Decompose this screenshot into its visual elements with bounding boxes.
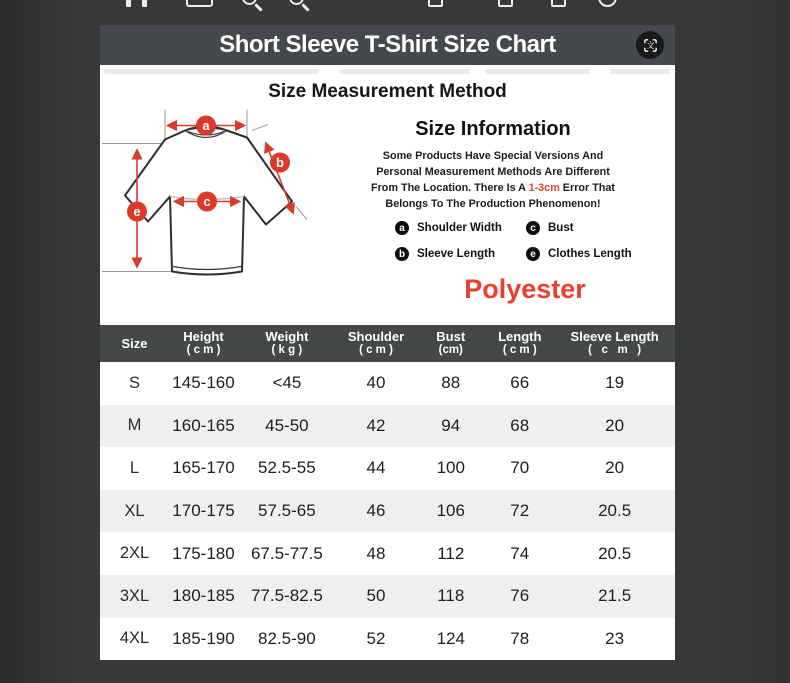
- table-cell: 70: [510, 458, 530, 478]
- table-cell: 67.5-77.5: [250, 543, 323, 563]
- size-row-L: [100, 447, 675, 490]
- table-cell: 94: [441, 415, 461, 435]
- column-header-bust: Bust (cm): [436, 329, 466, 356]
- table-cell: 3XL: [119, 586, 150, 605]
- table-cell: 78: [510, 628, 530, 648]
- window-icon[interactable]: [498, 0, 513, 7]
- svg-text:a: a: [202, 118, 210, 133]
- table-cell: 45-50: [265, 415, 309, 435]
- table-cell: 52: [366, 628, 386, 648]
- table-cell: M: [127, 416, 142, 435]
- info-text: [343, 148, 643, 212]
- table-cell: 40: [366, 373, 386, 393]
- legend-item-a: [395, 221, 526, 235]
- table-cell: 82.5-90: [258, 628, 316, 648]
- chart-title-bar: [100, 25, 675, 65]
- table-cell: L: [129, 458, 140, 477]
- faint-watermark: [104, 69, 319, 74]
- page-title: Short Sleeve T-Shirt Size Chart: [219, 31, 556, 58]
- error-range-highlight: 1-3cm: [528, 182, 560, 194]
- size-table-head-row: [100, 325, 675, 362]
- table-cell: S: [128, 373, 140, 392]
- table-cell: 68: [510, 415, 530, 435]
- faint-watermark: [340, 69, 470, 74]
- size-row-2XL: [100, 532, 675, 575]
- column-header-shoulder: Shoulder ( c m ): [347, 329, 405, 356]
- measurement-method-heading: Size Measurement Method: [268, 81, 507, 102]
- zoom-out-icon[interactable]: [242, 0, 257, 5]
- history-icon[interactable]: [598, 0, 617, 7]
- table-cell: XL: [124, 501, 145, 520]
- legend-badge-c: c: [526, 221, 540, 235]
- table-cell: 52.5-55: [258, 458, 316, 478]
- legend-item-c: [526, 221, 643, 235]
- table-cell: 77.5-82.5: [250, 586, 323, 606]
- size-row-M: [100, 405, 675, 448]
- table-cell: 20.5: [598, 543, 632, 563]
- diagram-label-a: [196, 116, 216, 136]
- table-cell: 66: [510, 373, 530, 393]
- table-cell: 48: [366, 543, 386, 563]
- table-cell: 112: [437, 543, 465, 563]
- size-row-4XL: [100, 618, 675, 661]
- size-row-3XL: [100, 575, 675, 618]
- table-cell: 50: [366, 586, 386, 606]
- size-row-S: [100, 362, 675, 405]
- column-header-sleeve-length: Sleeve Length ( c m ): [570, 329, 659, 356]
- zoom-in-icon[interactable]: [289, 0, 304, 5]
- legend-label: Shoulder Width: [417, 222, 502, 234]
- legend-item-b: [395, 247, 526, 261]
- legend: [343, 221, 643, 261]
- table-cell: 74: [510, 543, 530, 563]
- image-translate-button[interactable]: [636, 31, 664, 59]
- table-cell: 118: [437, 586, 465, 606]
- size-row-XL: [100, 490, 675, 533]
- size-information-block: [343, 118, 643, 305]
- svg-text:c: c: [203, 194, 211, 209]
- faint-watermark: [610, 69, 670, 74]
- table-cell: 20: [605, 415, 625, 435]
- table-cell: 88: [441, 373, 461, 393]
- column-header-height: Height ( c m ): [183, 329, 224, 356]
- size-information-title: Size Information: [415, 118, 571, 140]
- column-header-length: Length ( c m ): [498, 329, 542, 356]
- table-cell: 4XL: [119, 629, 150, 648]
- material-label: Polyester: [464, 274, 586, 304]
- legend-label: Sleeve Length: [417, 248, 495, 260]
- table-cell: 170-175: [172, 501, 235, 521]
- copy-icon[interactable]: [428, 0, 443, 7]
- legend-badge-e: e: [526, 247, 540, 261]
- translate-lens-icon: [642, 37, 659, 54]
- diagram-label-b: [270, 153, 290, 173]
- faint-watermark: [485, 69, 590, 74]
- table-cell: 76: [510, 586, 530, 606]
- table-cell: 180-185: [172, 586, 235, 606]
- table-cell: 46: [366, 501, 386, 521]
- info-line: Belongs To The Production Phenomenon!: [385, 198, 601, 210]
- table-cell: 42: [366, 415, 386, 435]
- table-cell: 19: [605, 373, 625, 393]
- table-cell: 21.5: [598, 586, 632, 606]
- diagram-label-e: [127, 202, 147, 222]
- table-cell: 165-170: [172, 458, 235, 478]
- file-icon[interactable]: [551, 0, 566, 7]
- legend-item-e: [526, 247, 643, 261]
- table-cell: 44: [366, 458, 386, 478]
- table-cell: 124: [436, 628, 465, 648]
- table-cell: 57.5-65: [258, 501, 316, 521]
- info-line: Some Products Have Special Versions And: [382, 150, 604, 162]
- info-line: From The Location. There Is A 1-3cm Error That: [371, 182, 615, 194]
- table-cell: 2XL: [119, 544, 150, 563]
- size-table: [100, 325, 675, 660]
- legend-badge-a: a: [395, 221, 409, 235]
- table-cell: 100: [436, 458, 465, 478]
- column-header-size: Size: [121, 335, 148, 351]
- table-cell: <45: [272, 373, 302, 393]
- share-icon[interactable]: [126, 0, 147, 7]
- table-cell: 160-165: [172, 415, 235, 435]
- table-cell: 23: [605, 628, 625, 648]
- table-cell: 145-160: [172, 373, 235, 393]
- table-cell: 185-190: [172, 628, 235, 648]
- table-cell: 20.5: [598, 501, 632, 521]
- svg-text:文: 文: [646, 40, 654, 50]
- table-cell: 20: [605, 458, 625, 478]
- svg-text:b: b: [276, 155, 284, 170]
- legend-badge-b: b: [395, 247, 409, 261]
- legend-label: Bust: [548, 222, 574, 234]
- legend-label: Clothes Length: [548, 248, 632, 260]
- svg-text:e: e: [133, 204, 141, 219]
- info-line: Personal Measurement Methods Are Different: [376, 166, 610, 178]
- screen-icon[interactable]: [186, 0, 213, 7]
- table-cell: 72: [510, 501, 530, 521]
- column-header-weight: Weight ( k g ): [265, 329, 309, 356]
- size-chart-card: [100, 65, 675, 660]
- table-cell: 175-180: [172, 543, 235, 563]
- diagram-label-c: [197, 192, 217, 212]
- table-cell: 106: [436, 501, 465, 521]
